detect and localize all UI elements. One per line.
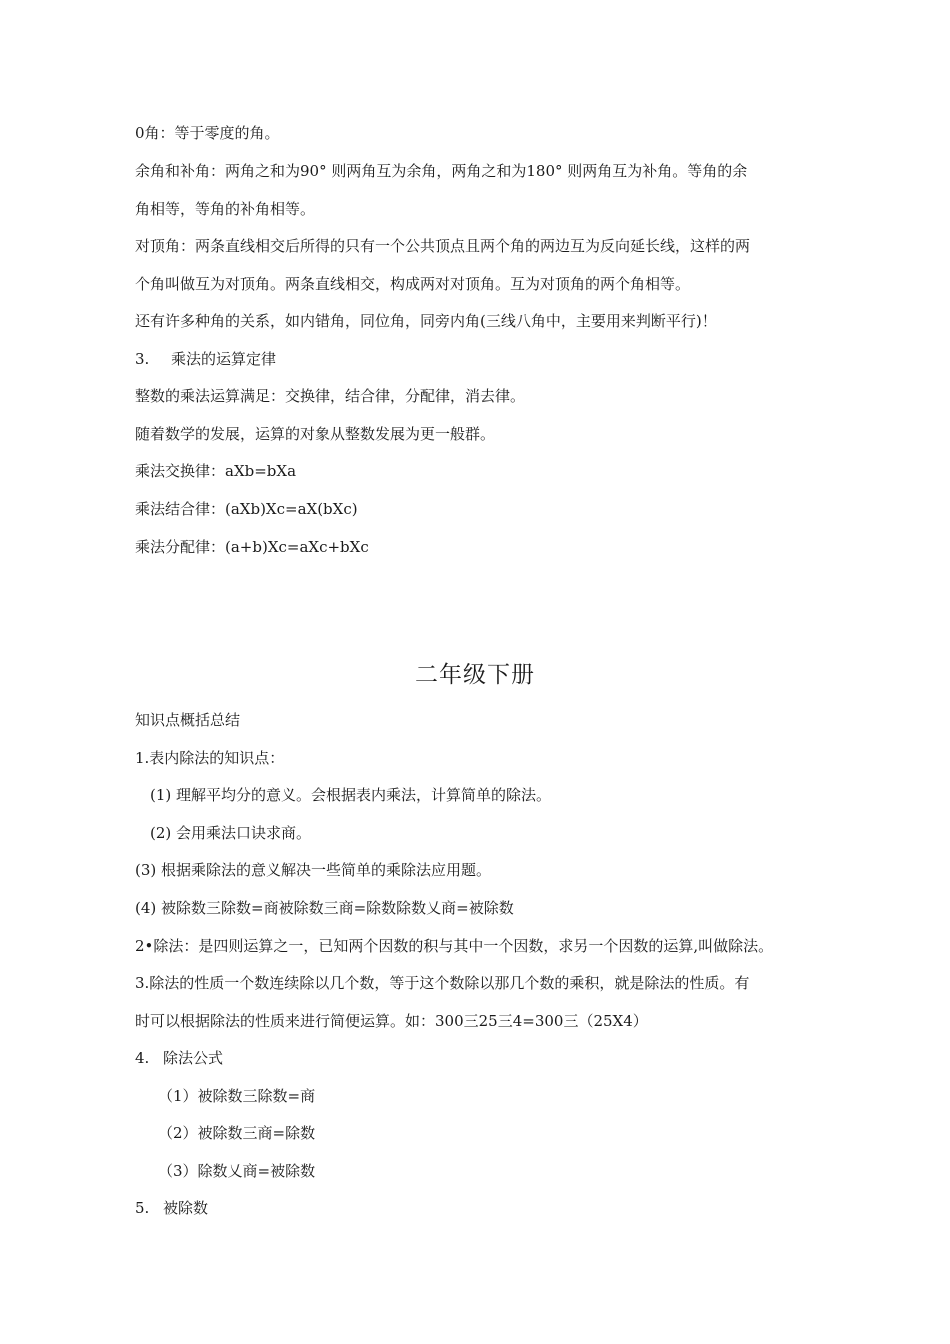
section-subtitle: 知识点概括总结 (135, 711, 241, 729)
item-division-definition: 2•除法：是四则运算之一，已知两个因数的积与其中一个因数，求另一个因数的运算,叫做除法。 (135, 937, 774, 955)
text-zero-angle: 0角：等于零度的角。 (135, 124, 280, 142)
heading-number: 5. (135, 1199, 150, 1217)
sub-item-3: (3) 根据乘除法的意义解决一些简单的乘除法应用题。 (135, 861, 492, 879)
text-commutative-law: 乘法交换律：aXb=bXa (135, 462, 297, 480)
section-title: 二年级下册 (415, 662, 535, 688)
formula-3: （3）除数乂商=被除数 (158, 1162, 316, 1180)
heading-number: 4. (135, 1049, 150, 1067)
heading-number: 3. (135, 350, 150, 368)
text-integer-multiplication: 整数的乘法运算满足：交换律，结合律，分配律，消去律。 (135, 387, 526, 405)
text-vertical-angles: 对顶角：两条直线相交后所得的只有一个公共顶点且两个角的两边互为反向延长线，这样的两 (135, 237, 751, 255)
text-vertical-angles-cont: 个角叫做互为对顶角。两条直线相交，构成两对对顶角。互为对顶角的两个角相等。 (135, 275, 691, 293)
text-complementary-supplementary: 余角和补角：两角之和为90° 则两角互为余角，两角之和为180° 则两角互为补角。等角的余 (135, 162, 748, 180)
formula-1: （1）被除数三除数=商 (158, 1087, 316, 1105)
text-associative-law: 乘法结合律：(aXb)Xc=aX(bXc) (135, 500, 358, 518)
heading-dividend (135, 1198, 208, 1218)
item-division-table: 1.表内除法的知识点： (135, 749, 285, 767)
sub-item-1: (1) 理解平均分的意义。会根据表内乘法，计算简单的除法。 (150, 786, 552, 804)
heading-multiplication-laws (135, 349, 276, 369)
text-distributive-law: 乘法分配律：(a+b)Xc=aXc+bXc (135, 538, 369, 556)
text-math-development: 随着数学的发展，运算的对象从整数发展为更一般群。 (135, 425, 496, 443)
formula-2: （2）被除数三商=除数 (158, 1124, 316, 1142)
text-other-angle-relations: 还有许多种角的关系，如内错角，同位角，同旁内角(三线八角中，主要用来判断平行)！ (135, 312, 717, 330)
item-division-property: 3.除法的性质一个数连续除以几个数，等于这个数除以那几个数的乘积，就是除法的性质。有 (135, 974, 750, 992)
sub-item-4: (4) 被除数三除数=商被除数三商=除数除数乂商=被除数 (135, 899, 514, 917)
sub-item-2: (2) 会用乘法口诀求商。 (150, 824, 312, 842)
heading-text: 乘法的运算定律 (171, 350, 277, 368)
heading-text: 被除数 (163, 1199, 209, 1217)
text-complementary-supplementary-cont: 角相等，等角的补角相等。 (135, 200, 316, 218)
heading-text: 除法公式 (163, 1049, 224, 1067)
heading-division-formulas (135, 1048, 223, 1068)
item-division-property-cont: 时可以根据除法的性质来进行简便运算。如：300三25三4=300三（25X4） (135, 1012, 648, 1030)
